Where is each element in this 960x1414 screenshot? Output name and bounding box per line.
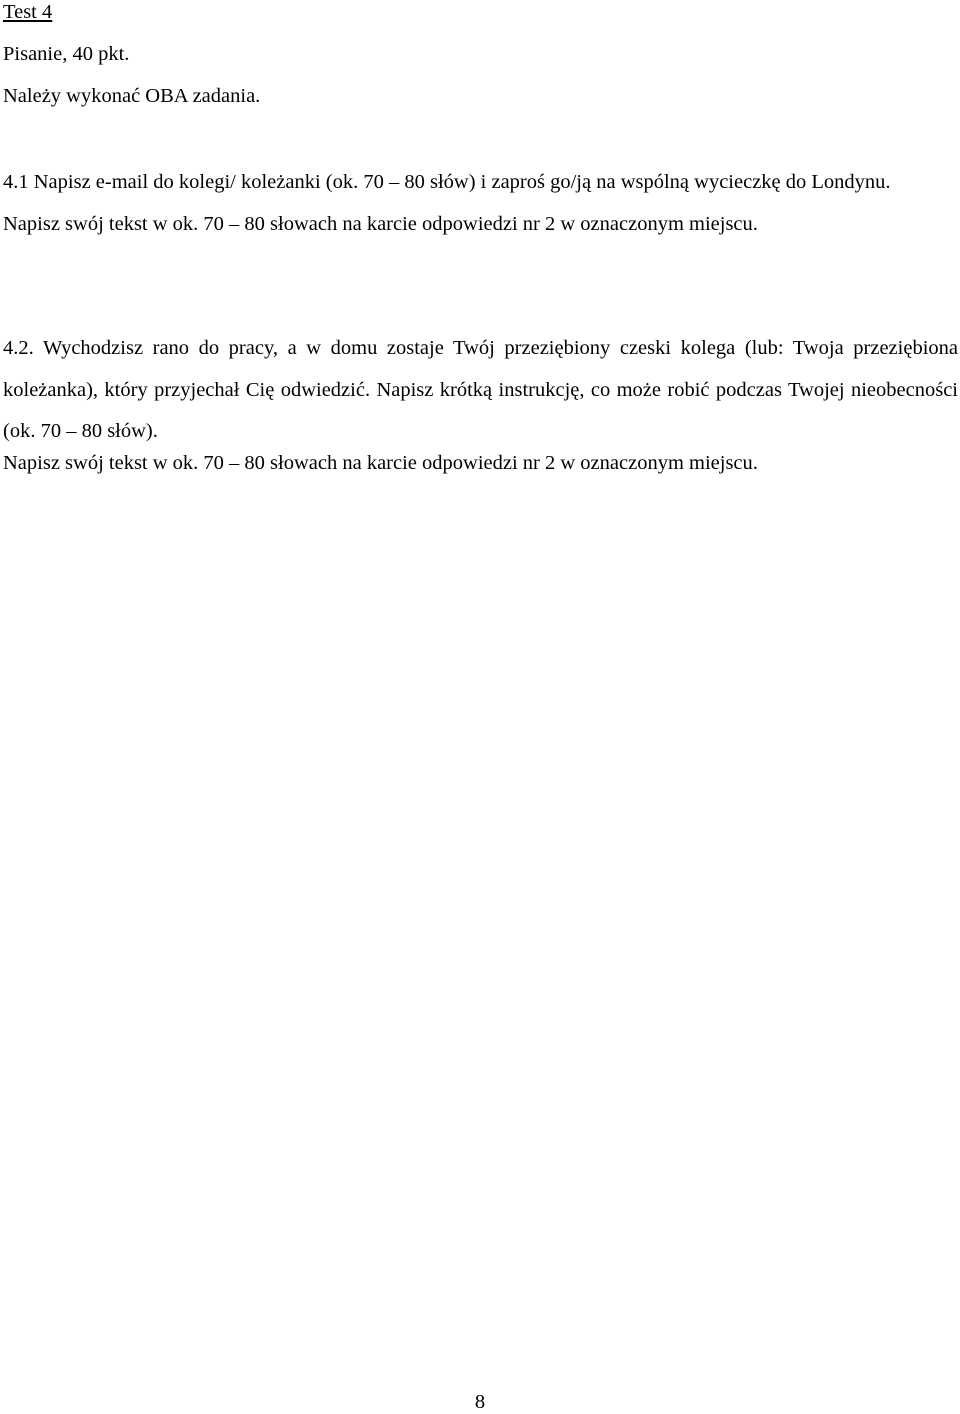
task-4-1-answer-note: Napisz swój tekst w ok. 70 – 80 słowach na karcie odpowiedzi nr 2 w oznaczonym miejscu. [3,212,758,235]
task-4-2-text: 4.2. Wychodzisz rano do pracy, a w domu zostaje Twój przeziębiony czeski kolega (lub: Twoja przeziębiona koleżanka), który przyjechał Cię odwiedzić. Napisz krótką instrukcję, co może robić podczas Twojej nieobecności (ok. 70 – 80 słów). [3,337,958,442]
page-number: 8 [474,1391,486,1413]
test-title: Test 4 [3,1,53,23]
section-points: Pisanie, 40 pkt. [3,43,130,65]
task-4-1 [3,162,958,245]
instruction-text: Należy wykonać OBA zadania. [3,85,261,107]
task-4-2-answer-note: Napisz swój tekst w ok. 70 – 80 słowach na karcie odpowiedzi nr 2 w oznaczonym miejscu. [3,451,758,474]
task-4-2 [3,328,958,475]
task-4-1-text: 4.1 Napisz e-mail do kolegi/ koleżanki (ok. 70 – 80 słów) i zaproś go/ją na wspólną wycieczkę do Londynu. [3,171,891,193]
